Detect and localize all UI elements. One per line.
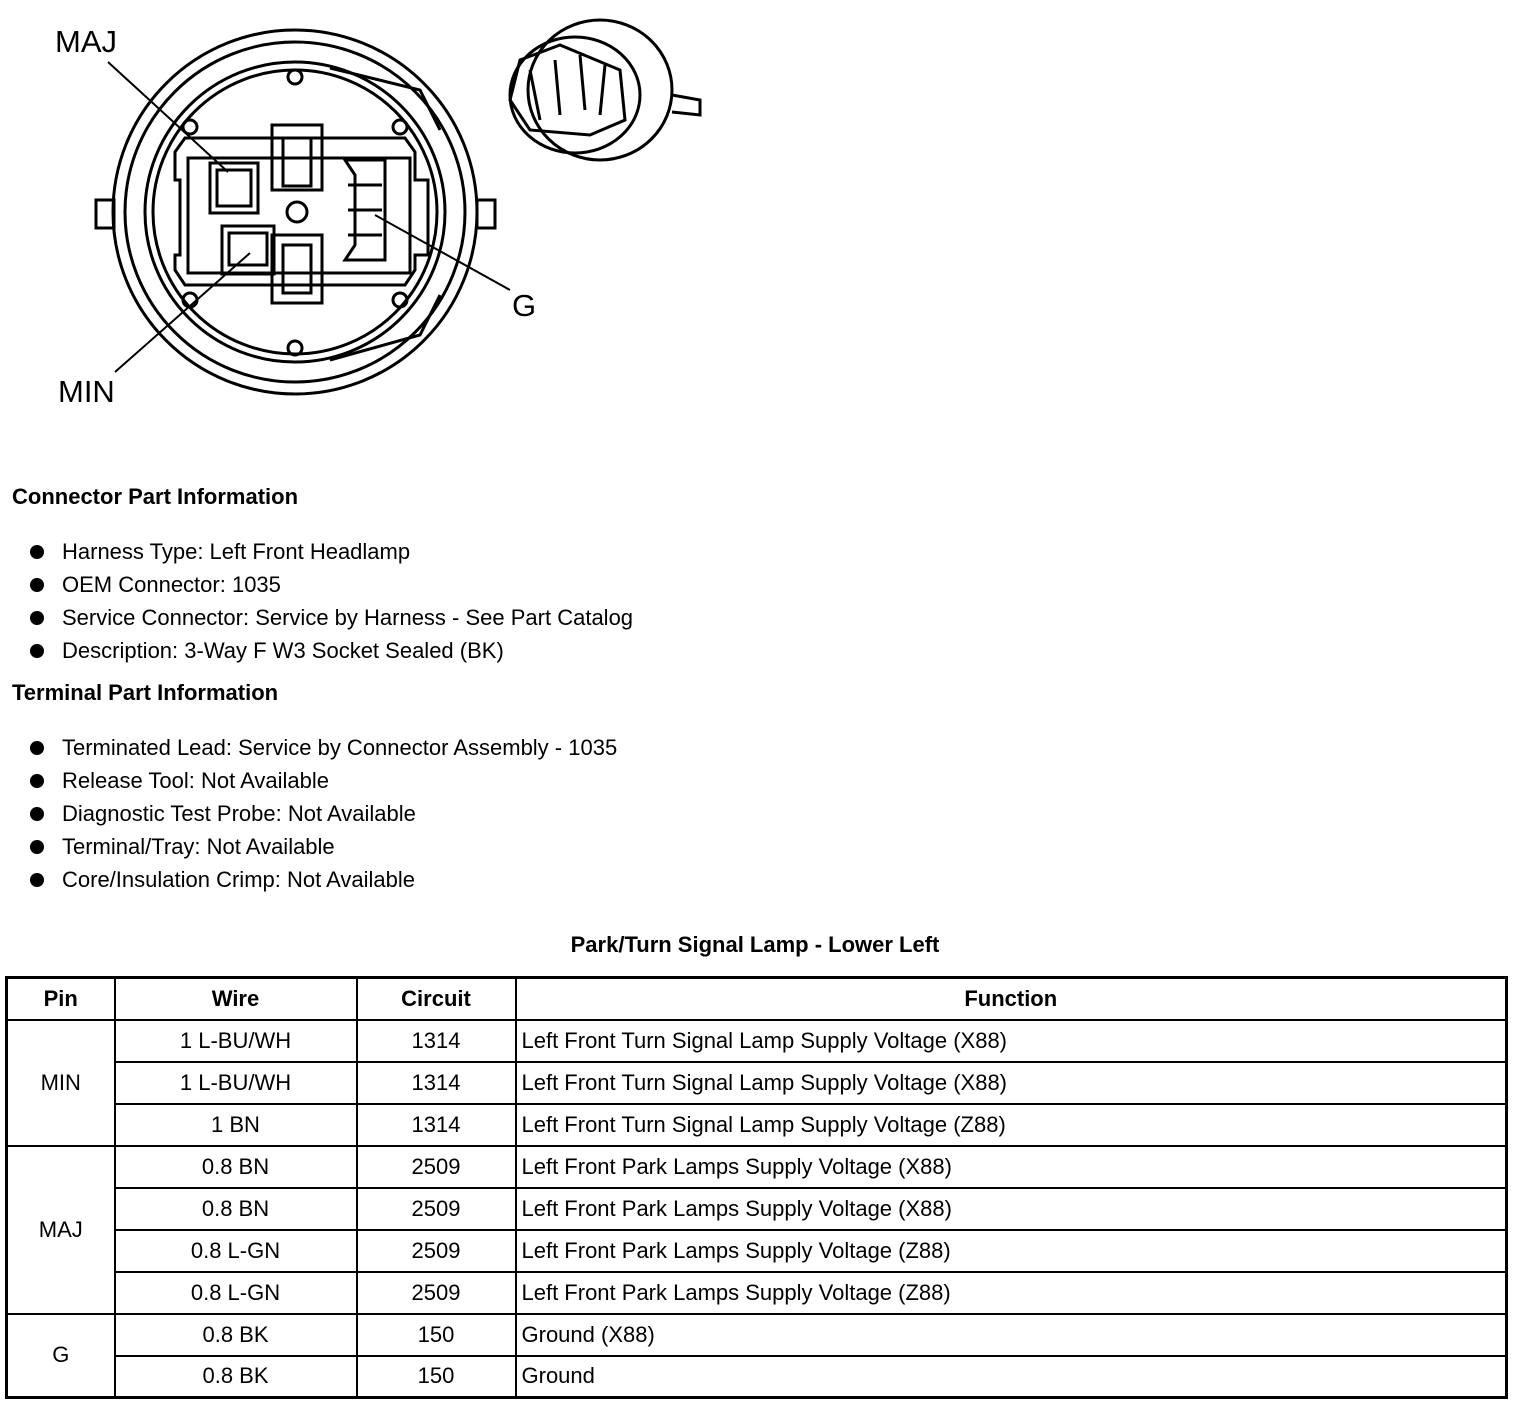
wire-cell: 1 L-BU/WH	[115, 1020, 357, 1062]
circuit-cell: 2509	[357, 1272, 516, 1314]
header-circuit: Circuit	[357, 978, 516, 1020]
callout-leaders	[108, 62, 510, 372]
table-title: Park/Turn Signal Lamp - Lower Left	[570, 932, 940, 957]
pin-cell: G	[7, 1314, 115, 1398]
table-row	[7, 1230, 1507, 1272]
table-row	[7, 1104, 1507, 1146]
pin-cell: MIN	[7, 1020, 115, 1146]
pin-cell: MAJ	[7, 1146, 115, 1314]
function-cell: Left Front Turn Signal Lamp Supply Voltage (X88)	[516, 1020, 1507, 1062]
wire-cell: 1 L-BU/WH	[115, 1062, 357, 1104]
circuit-cell: 150	[357, 1356, 516, 1398]
circuit-cell: 1314	[357, 1104, 516, 1146]
wire-cell: 0.8 BK	[115, 1356, 357, 1398]
list-item: Core/Insulation Crimp: Not Available	[28, 863, 617, 896]
function-cell: Left Front Park Lamps Supply Voltage (Z88)	[516, 1230, 1507, 1272]
circuit-cell: 1314	[357, 1020, 516, 1062]
header-pin: Pin	[7, 978, 115, 1020]
table-row	[7, 1356, 1507, 1398]
connector-info-list	[28, 535, 633, 667]
terminal-info-list	[28, 731, 617, 896]
wire-cell: 0.8 L-GN	[115, 1230, 357, 1272]
table-header-row	[7, 978, 1507, 1020]
wire-cell: 0.8 BN	[115, 1146, 357, 1188]
circuit-cell: 2509	[357, 1146, 516, 1188]
list-item: OEM Connector: 1035	[28, 568, 633, 601]
list-item: Diagnostic Test Probe: Not Available	[28, 797, 617, 830]
table-row	[7, 1020, 1507, 1062]
header-wire: Wire	[115, 978, 357, 1020]
header-function: Function	[516, 978, 1507, 1020]
function-cell: Left Front Turn Signal Lamp Supply Voltage (Z88)	[516, 1104, 1507, 1146]
table-row	[7, 1314, 1507, 1356]
list-item: Harness Type: Left Front Headlamp	[28, 535, 633, 568]
circuit-cell: 1314	[357, 1062, 516, 1104]
socket-side-view	[510, 20, 700, 160]
function-cell: Left Front Park Lamps Supply Voltage (X88)	[516, 1146, 1507, 1188]
function-cell: Left Front Park Lamps Supply Voltage (Z88)	[516, 1272, 1507, 1314]
wire-cell: 0.8 BN	[115, 1188, 357, 1230]
pinout-table	[5, 976, 1508, 1399]
list-item: Terminated Lead: Service by Connector Assembly - 1035	[28, 731, 617, 764]
wire-cell: 1 BN	[115, 1104, 357, 1146]
function-cell: Left Front Park Lamps Supply Voltage (X88)	[516, 1188, 1507, 1230]
callout-g: G	[512, 288, 537, 323]
wire-cell: 0.8 L-GN	[115, 1272, 357, 1314]
callout-min: MIN	[58, 374, 115, 409]
function-cell: Ground	[516, 1356, 1507, 1398]
list-item: Service Connector: Service by Harness - See Part Catalog	[28, 601, 633, 634]
callout-maj: MAJ	[55, 24, 117, 59]
connector-face	[96, 30, 495, 394]
connector-info-title: Connector Part Information	[12, 484, 299, 509]
function-cell: Ground (X88)	[516, 1314, 1507, 1356]
table-row	[7, 1062, 1507, 1104]
connector-diagram	[0, 0, 720, 420]
circuit-cell: 2509	[357, 1230, 516, 1272]
circuit-cell: 2509	[357, 1188, 516, 1230]
circuit-cell: 150	[357, 1314, 516, 1356]
list-item: Description: 3-Way F W3 Socket Sealed (BK)	[28, 634, 633, 667]
wire-cell: 0.8 BK	[115, 1314, 357, 1356]
terminal-info-title: Terminal Part Information	[12, 680, 279, 705]
function-cell: Left Front Turn Signal Lamp Supply Voltage (X88)	[516, 1062, 1507, 1104]
list-item: Terminal/Tray: Not Available	[28, 830, 617, 863]
table-row	[7, 1146, 1507, 1188]
table-row	[7, 1272, 1507, 1314]
list-item: Release Tool: Not Available	[28, 764, 617, 797]
table-row	[7, 1188, 1507, 1230]
